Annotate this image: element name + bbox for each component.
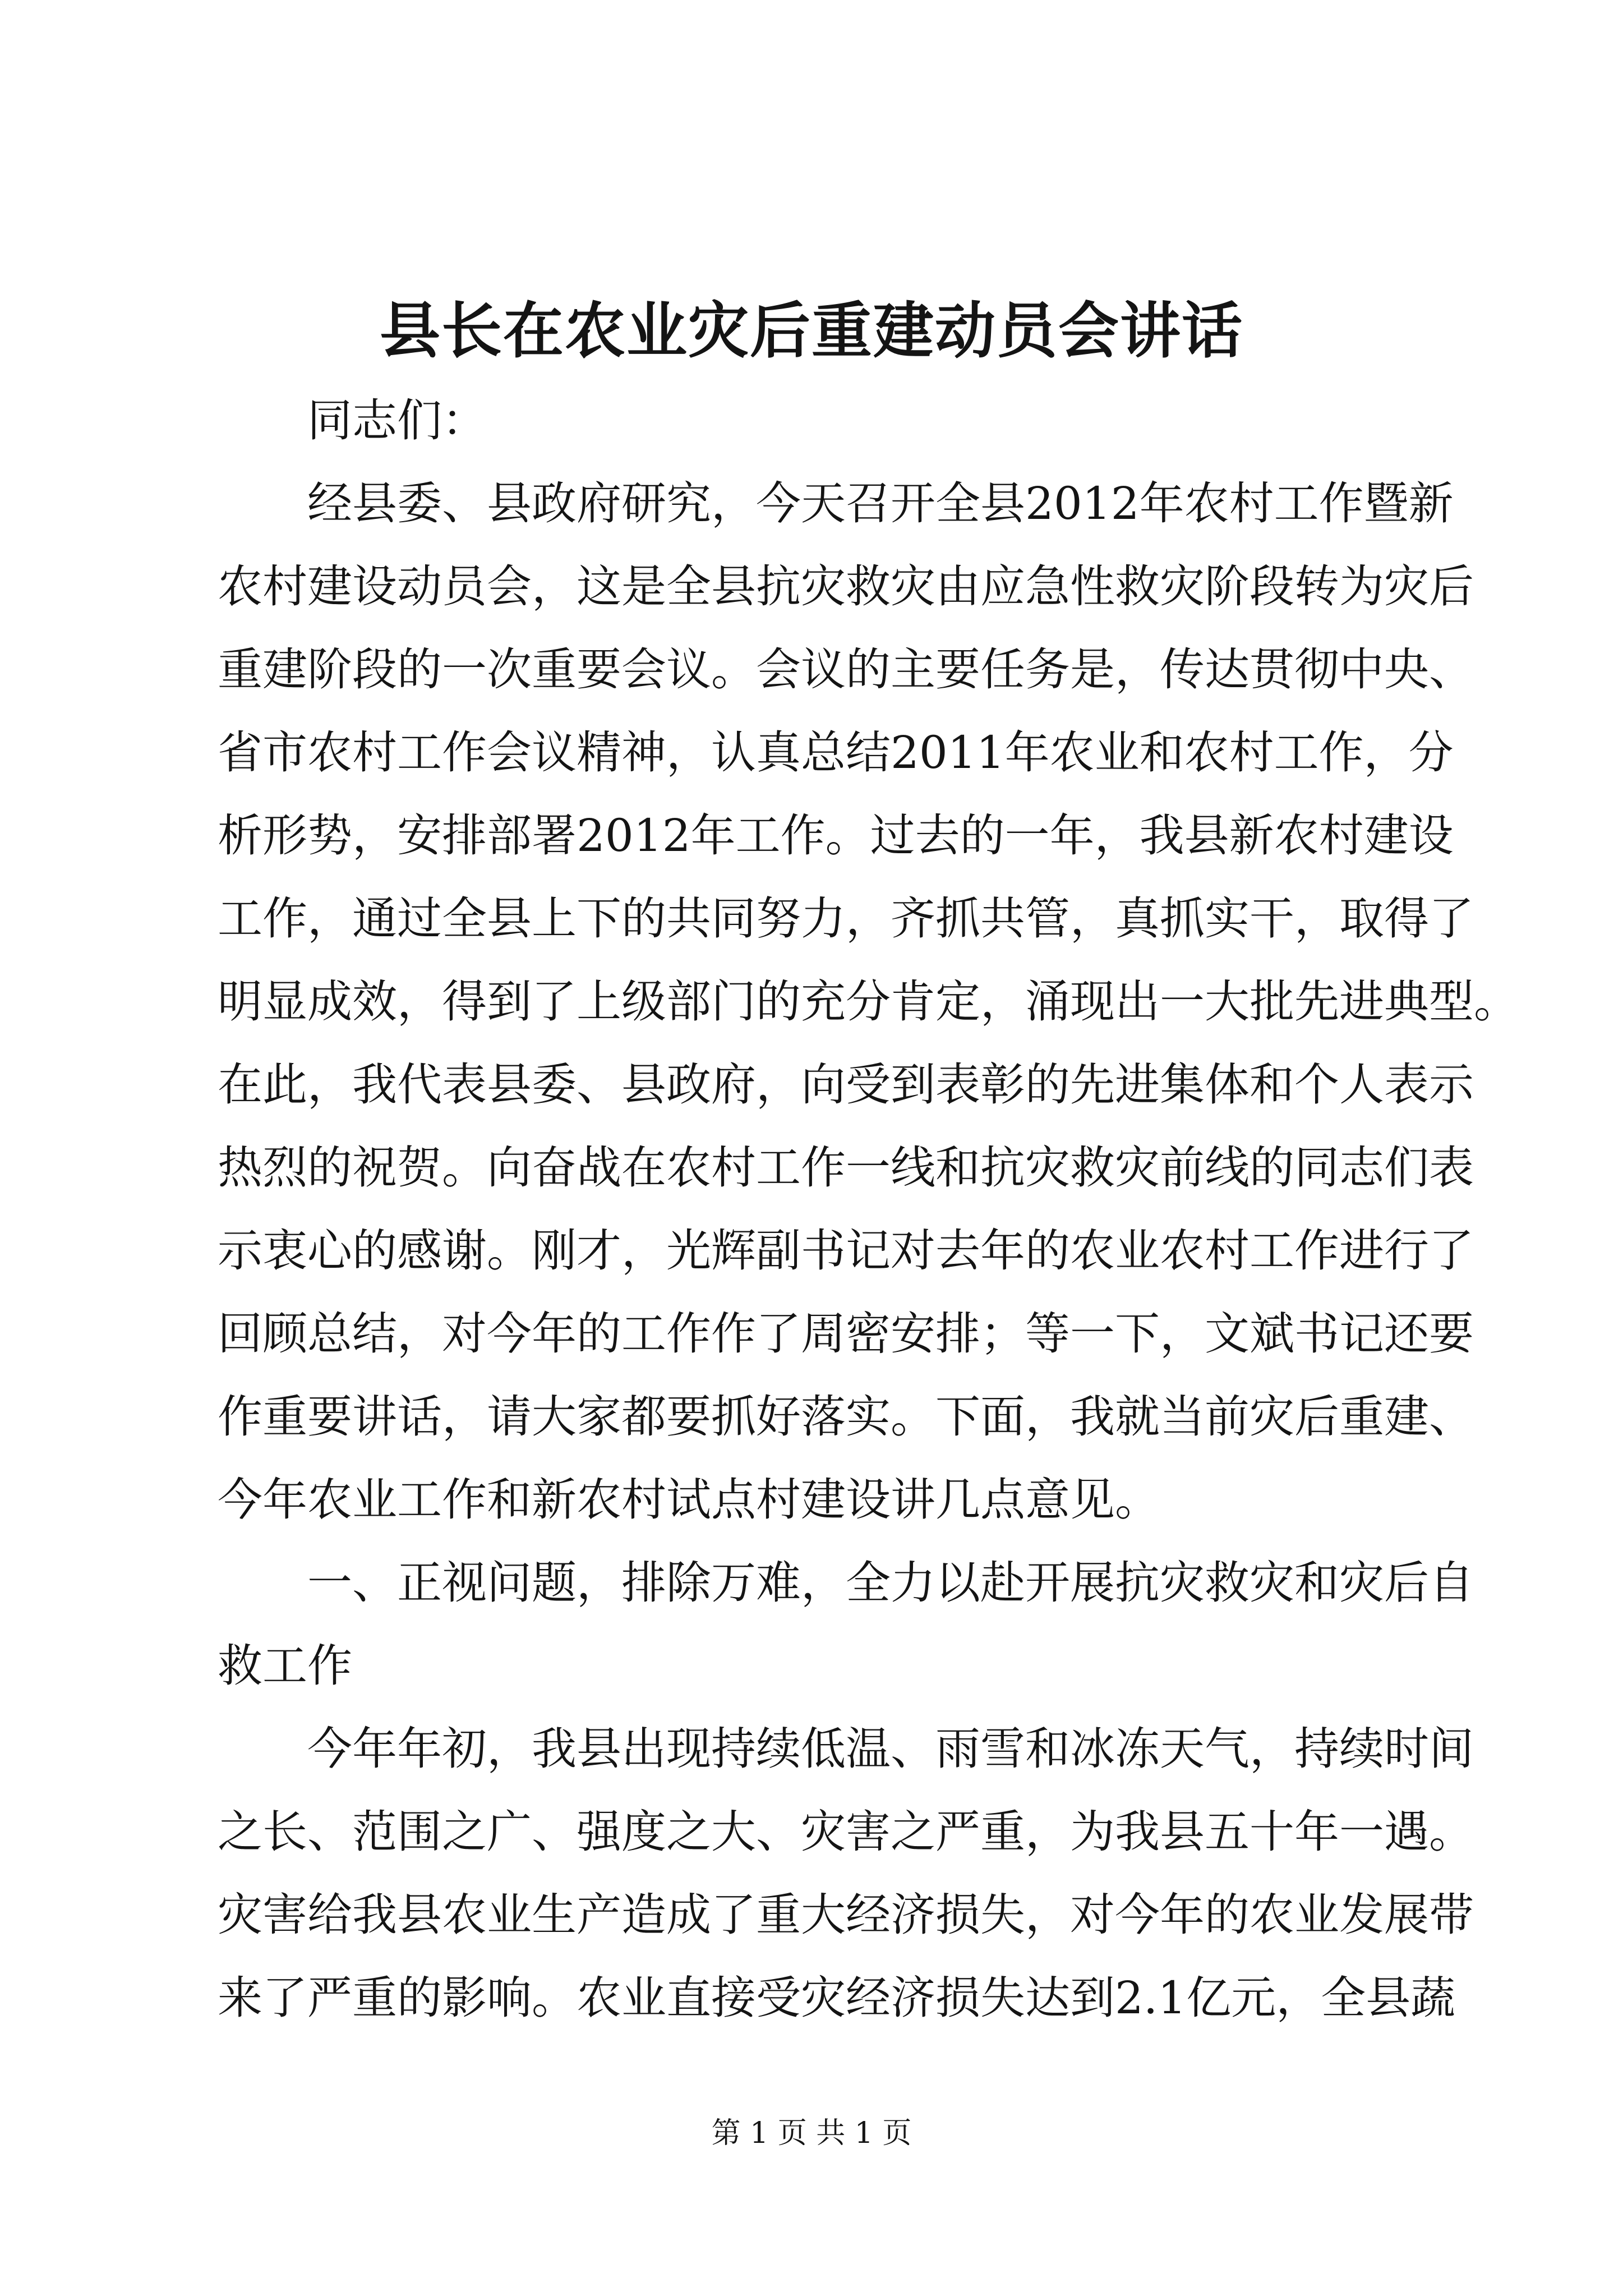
body-line: 在此，我代表县委、县政府，向受到表彰的先进集体和个人表示 (218, 1059, 1474, 1111)
salutation-line: 同志们： (307, 394, 487, 447)
body-line: 经县委、县政府研究，今天召开全县2012年农村工作暨新 (307, 477, 1454, 530)
body-line: 灾害给我县农业生产造成了重大经济损失，对今年的农业发展带 (218, 1889, 1474, 1941)
page-footer: 第 1 页 共 1 页 (711, 2116, 912, 2150)
body-line: 回顾总结，对今年的工作作了周密安排；等一下，文斌书记还要 (218, 1308, 1474, 1360)
body-line: 重建阶段的一次重要会议。会议的主要任务是，传达贯彻中央、 (218, 643, 1474, 696)
body-line: 工作，通过全县上下的共同努力，齐抓共管，真抓实干，取得了 (218, 892, 1474, 945)
body-line: 之长、范围之广、强度之大、灾害之严重，为我县五十年一遇。 (218, 1806, 1474, 1858)
body-line: 省市农村工作会议精神，认真总结2011年农业和农村工作，分 (218, 726, 1454, 779)
document-title: 县长在农业灾后重建动员会讲话 (379, 296, 1243, 366)
body-line: 来了严重的影响。农业直接受灾经济损失达到2.1亿元，全县蔬 (218, 1972, 1456, 2024)
body-line: 农村建设动员会，这是全县抗灾救灾由应急性救灾阶段转为灾后 (218, 560, 1474, 613)
document-body (218, 379, 1519, 2040)
body-line: 今年年初，我县出现持续低温、雨雪和冰冻天气，持续时间 (307, 1723, 1474, 1775)
body-line: 析形势，安排部署2012年工作。过去的一年，我县新农村建设 (218, 809, 1454, 862)
body-line: 明显成效，得到了上级部门的充分肯定，涌现出一大批先进典型。 (218, 976, 1519, 1028)
body-line: 热烈的祝贺。向奋战在农村工作一线和抗灾救灾前线的同志们表 (218, 1142, 1474, 1194)
body-line: 作重要讲话，请大家都要抓好落实。下面，我就当前灾后重建、 (218, 1391, 1474, 1443)
section-heading-line: 一、正视问题，排除万难，全力以赴开展抗灾救灾和灾后自 (307, 1557, 1474, 1609)
section-heading-line: 救工作 (218, 1640, 352, 1692)
body-line: 今年农业工作和新农村试点村建设讲几点意见。 (218, 1474, 1160, 1526)
body-line: 示衷心的感谢。刚才，光辉副书记对去年的农业农村工作进行了 (218, 1225, 1474, 1277)
